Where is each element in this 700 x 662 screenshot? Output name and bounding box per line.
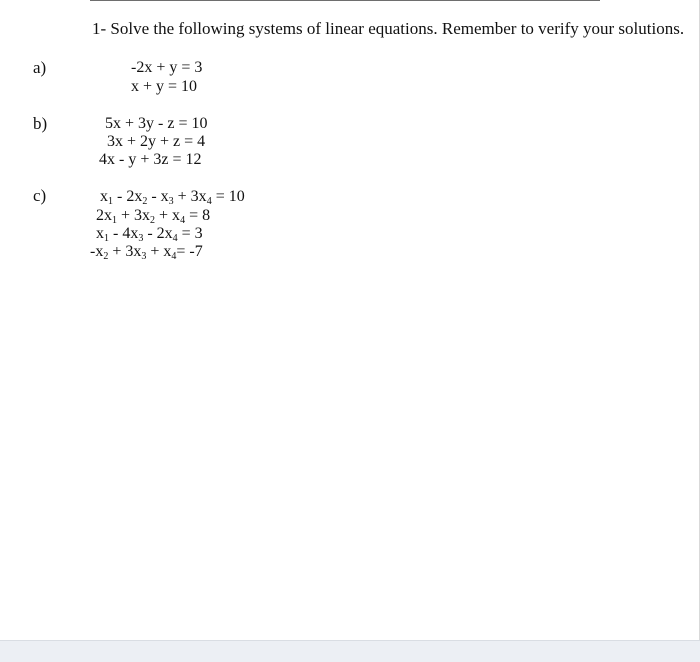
part-a-equation-1: -2x + y = 3 <box>131 59 203 76</box>
part-b-equation-2: 3x + 2y + z = 4 <box>107 133 206 150</box>
part-a-label: a) <box>33 58 47 77</box>
part-b-equation-1: 5x + 3y - z = 10 <box>105 115 208 132</box>
part-b-label: b) <box>33 114 48 133</box>
part-c-equation-3: $x_1 - 4x_3 - 2x_4 = 3$ <box>96 225 203 244</box>
part-c-equation-4: $-x_2 + 3x_3 + x_4= -7$ <box>90 243 203 262</box>
part-c-equation-1: $x_1 - 2x_2 - x_3 + 3x_4 = 10$ <box>100 188 245 207</box>
top-divider <box>90 0 600 1</box>
part-c-equation-2: $2x_1 + 3x_2 + x_4 = 8$ <box>96 207 211 226</box>
part-b-equation-3: 4x - y + 3z = 12 <box>99 151 202 168</box>
part-c-label: c) <box>33 186 47 205</box>
part-a-equation-2: x + y = 10 <box>131 78 198 95</box>
page-footer-strip <box>0 640 700 662</box>
problem-title: 1- Solve the following systems of linear equations. Remember to verify your solutions. <box>92 19 685 38</box>
